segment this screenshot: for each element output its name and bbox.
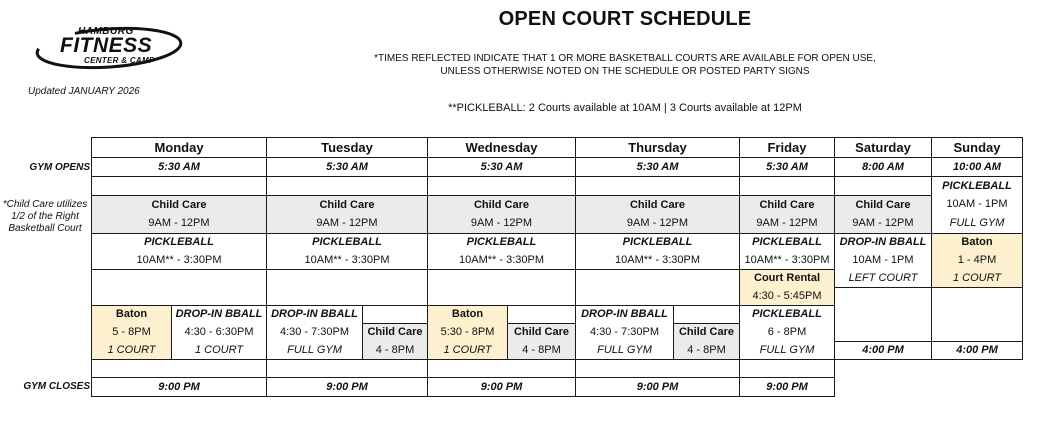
spacer-cell <box>575 359 740 378</box>
child-care-title: Child Care <box>855 198 911 211</box>
spacer-cell <box>427 359 576 378</box>
opens-wednesday: 5:30 AM <box>427 157 576 177</box>
sunday-pickleball-note: FULL GYM <box>949 217 1005 230</box>
day-header-friday: Friday <box>739 137 835 158</box>
day-header-thursday: Thursday <box>575 137 740 158</box>
closes-monday: 9:00 PM <box>91 377 267 397</box>
child-care-title: Child Care <box>759 198 815 211</box>
pickleball-thursday <box>575 233 740 270</box>
day-header-tuesday: Tuesday <box>266 137 428 158</box>
baton-note: 1 COURT <box>443 343 492 356</box>
child-care-time: 4 - 8PM <box>687 343 726 356</box>
closes-thursday: 9:00 PM <box>575 377 740 397</box>
pickleball-time: 10AM** - 3:30PM <box>136 253 222 266</box>
saturday-bball-title: DROP-IN BBALL <box>839 236 927 249</box>
closes-tuesday: 9:00 PM <box>266 377 428 397</box>
empty-cell <box>931 287 1023 342</box>
sunday-baton-title: Baton <box>961 236 993 249</box>
spacer-cell <box>91 359 267 378</box>
spacer-cell <box>739 359 835 378</box>
closes-friday: 9:00 PM <box>739 377 835 397</box>
child-care-time: 9AM - 12PM <box>148 217 210 230</box>
opens-monday: 5:30 AM <box>91 157 267 177</box>
pickleball-time: 6 - 8PM <box>767 325 807 338</box>
day-header-saturday: Saturday <box>834 137 932 158</box>
child-care-title: Child Care <box>319 198 375 211</box>
sunday-pickleball-time: 10AM - 1PM <box>946 198 1008 211</box>
saturday-bball-time: 10AM - 1PM <box>852 253 914 266</box>
pickleball-title: PICKLEBALL <box>312 236 382 249</box>
day-header-monday: Monday <box>91 137 267 158</box>
friday-court-rental <box>739 269 835 306</box>
child-care-time: 9AM - 12PM <box>756 217 818 230</box>
baton-time: 5:30 - 8PM <box>440 325 495 338</box>
pickleball-note: **PICKLEBALL: 2 Courts available at 10AM | 3 Courts available at 12PM <box>448 102 802 114</box>
child-care-note: *Child Care utilizes 1/2 of the Right Basketball Court <box>2 199 88 234</box>
opens-tuesday: 5:30 AM <box>266 157 428 177</box>
empty-cell <box>362 305 428 324</box>
empty-cell <box>834 287 932 342</box>
empty-cell <box>427 269 576 306</box>
pickleball-monday <box>91 233 267 270</box>
tuesday-drop-in-bball <box>266 305 363 360</box>
logo-text-hamburg: HAMBURG <box>78 26 134 37</box>
child-care-tuesday <box>266 195 428 234</box>
court-rental-title: Court Rental <box>754 272 820 285</box>
closes-saturday: 4:00 PM <box>834 341 932 360</box>
opens-friday: 5:30 AM <box>739 157 835 177</box>
child-care-title: Child Care <box>367 326 423 339</box>
wednesday-child-care <box>507 323 576 360</box>
thursday-drop-in-bball <box>575 305 674 360</box>
baton-note: 1 COURT <box>107 343 156 356</box>
child-care-time: 9AM - 12PM <box>470 217 533 230</box>
gym-opens-label: GYM OPENS <box>29 162 90 173</box>
empty-cell <box>266 269 428 306</box>
spacer-cell <box>266 359 428 378</box>
child-care-thursday <box>575 195 740 234</box>
spacer-cell <box>91 176 267 196</box>
tuesday-child-care <box>362 323 428 360</box>
child-care-title: Child Care <box>151 198 207 211</box>
opens-saturday: 8:00 AM <box>834 157 932 177</box>
empty-cell <box>673 305 740 324</box>
child-care-title: Child Care <box>473 198 529 211</box>
updated-date: Updated JANUARY 2026 <box>28 86 140 97</box>
day-header-wednesday: Wednesday <box>427 137 576 158</box>
bball-title: DROP-IN BBALL <box>581 308 668 321</box>
pickleball-title: PICKLEBALL <box>752 236 822 249</box>
monday-drop-in-bball <box>171 305 267 360</box>
child-care-monday <box>91 195 267 234</box>
wednesday-baton <box>427 305 508 360</box>
child-care-title: Child Care <box>629 198 685 211</box>
monday-baton <box>91 305 172 360</box>
sunday-baton-time: 1 - 4PM <box>957 253 997 266</box>
bball-time: 4:30 - 6:30PM <box>184 325 254 338</box>
pickleball-time: 10AM** - 3:30PM <box>615 253 700 266</box>
bball-title: DROP-IN BBALL <box>271 308 358 321</box>
bball-title: DROP-IN BBALL <box>175 308 263 321</box>
logo-text-fitness: FITNESS <box>60 34 153 57</box>
subtitle-line-1: *TIMES REFLECTED INDICATE THAT 1 OR MORE BASKETBALL COURTS ARE AVAILABLE FOR OPEN USE, <box>374 53 876 64</box>
thursday-child-care <box>673 323 740 360</box>
baton-title: Baton <box>115 308 148 321</box>
spacer-cell <box>834 176 932 196</box>
child-care-time: 4 - 8PM <box>375 343 415 356</box>
day-header-sunday: Sunday <box>931 137 1023 158</box>
pickleball-title: PICKLEBALL <box>466 236 537 249</box>
sunday-baton <box>931 233 1023 288</box>
court-rental-time: 4:30 - 5:45PM <box>752 289 822 302</box>
pickleball-time: 10AM** - 3:30PM <box>304 253 390 266</box>
pickleball-title: PICKLEBALL <box>752 308 822 321</box>
child-care-time: 9AM - 12PM <box>852 217 914 230</box>
closes-wednesday: 9:00 PM <box>427 377 576 397</box>
sunday-pickleball-title: PICKLEBALL <box>942 179 1012 192</box>
sunday-baton-note: 1 COURT <box>952 271 1002 284</box>
child-care-title: Child Care <box>513 326 569 339</box>
subtitle-line-2: UNLESS OTHERWISE NOTED ON THE SCHEDULE OR POSTED PARTY SIGNS <box>440 66 810 77</box>
pickleball-wednesday <box>427 233 576 270</box>
baton-time: 5 - 8PM <box>112 325 151 338</box>
saturday-drop-in-bball <box>834 233 932 288</box>
pickleball-friday <box>739 233 835 270</box>
bball-time: 4:30 - 7:30PM <box>279 325 350 338</box>
opens-thursday: 5:30 AM <box>575 157 740 177</box>
logo-text-center-camp: CENTER & CAMP <box>84 56 155 65</box>
bball-note: 1 COURT <box>194 343 244 356</box>
page-title: OPEN COURT SCHEDULE <box>498 8 752 30</box>
pickleball-note: FULL GYM <box>759 343 815 356</box>
friday-pickleball <box>739 305 835 360</box>
pickleball-time: 10AM** - 3:30PM <box>744 253 830 266</box>
pickleball-tuesday <box>266 233 428 270</box>
empty-cell <box>91 269 267 306</box>
empty-cell <box>507 305 576 324</box>
pickleball-title: PICKLEBALL <box>622 236 693 249</box>
spacer-cell <box>427 176 576 196</box>
spacer-cell <box>739 176 835 196</box>
baton-title: Baton <box>451 308 484 321</box>
child-care-time: 4 - 8PM <box>522 343 561 356</box>
empty-cell <box>575 269 740 306</box>
child-care-time: 9AM - 12PM <box>626 217 689 230</box>
child-care-title: Child Care <box>678 326 734 339</box>
child-care-wednesday <box>427 195 576 234</box>
bball-note: FULL GYM <box>287 343 342 356</box>
child-care-friday <box>739 195 835 234</box>
bball-time: 4:30 - 7:30PM <box>589 325 660 338</box>
child-care-saturday <box>834 195 932 234</box>
closes-sunday: 4:00 PM <box>931 341 1023 360</box>
sunday-pickleball-block <box>931 176 1023 234</box>
spacer-cell <box>266 176 428 196</box>
bball-note: FULL GYM <box>597 343 652 356</box>
opens-sunday: 10:00 AM <box>931 157 1023 177</box>
spacer-cell <box>575 176 740 196</box>
saturday-bball-note: LEFT COURT <box>848 271 918 284</box>
pickleball-title: PICKLEBALL <box>144 236 214 249</box>
gym-closes-label: GYM CLOSES <box>23 381 90 392</box>
pickleball-time: 10AM** - 3:30PM <box>459 253 544 266</box>
child-care-time: 9AM - 12PM <box>316 217 378 230</box>
